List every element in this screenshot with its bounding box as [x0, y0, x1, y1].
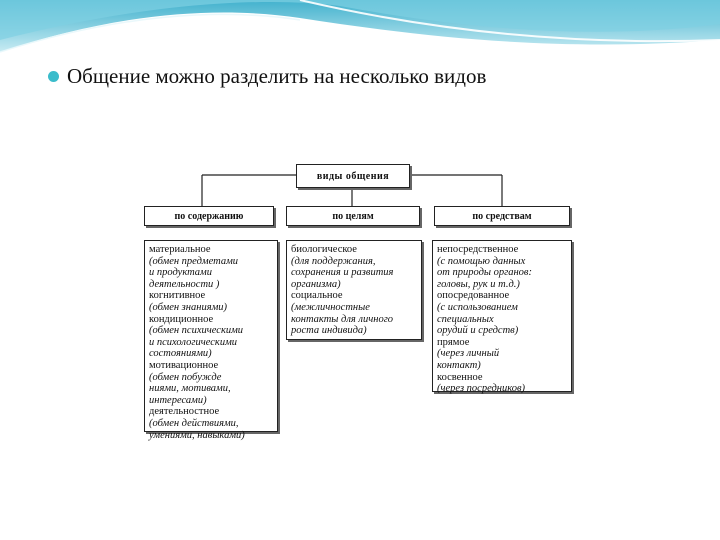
list-item: мотивационное	[149, 359, 219, 371]
list-item: (для поддержания,	[291, 255, 376, 267]
list-item: (с использованием	[437, 301, 518, 313]
list-item: (обмен действиями,	[149, 417, 239, 429]
list-item: от природы органов:	[437, 267, 532, 279]
bullet-item	[48, 64, 486, 89]
list-item: и психологическими	[149, 336, 238, 348]
list-item: контакты для личного	[291, 313, 394, 325]
list-item: орудий и средств)	[437, 325, 519, 337]
list-item: организма)	[291, 278, 341, 290]
list-item: умениями, навыками)	[149, 429, 245, 441]
category-label: по средствам	[472, 210, 532, 222]
types-of-communication-diagram	[140, 158, 576, 441]
diagram-title: виды общения	[316, 170, 390, 182]
category-by-content	[144, 206, 274, 226]
bullet-text: Общение можно разделить на несколько видов	[67, 64, 487, 88]
list-item: биологическое	[291, 244, 357, 255]
list-item: контакт)	[437, 359, 481, 371]
list-item: кондиционное	[149, 313, 214, 325]
bullet-dot-icon	[48, 71, 59, 82]
content-box-by-means	[432, 240, 572, 395]
list-item: деятельности )	[149, 278, 220, 290]
category-by-goals	[286, 206, 420, 226]
list-item: косвенное	[437, 371, 483, 383]
list-item: непосредственное	[437, 244, 519, 255]
list-item: роста индивида)	[291, 325, 367, 337]
list-item: прямое	[437, 336, 470, 348]
category-by-means	[434, 206, 570, 226]
list-item: (обмен знаниями)	[149, 301, 228, 313]
list-item: (через посредников)	[437, 383, 526, 395]
list-item: (межличностные	[291, 301, 370, 313]
category-label: по целям	[332, 210, 374, 222]
list-item: опосредованное	[437, 290, 510, 302]
list-item: деятельностное	[149, 406, 220, 418]
content-box-by-content	[144, 240, 278, 441]
list-item: состояниями)	[149, 348, 212, 360]
list-item: (с помощью данных	[437, 255, 526, 267]
list-item: интересами)	[149, 394, 207, 406]
category-label: по содержанию	[174, 210, 244, 222]
list-item: головы, рук и т.д.)	[437, 278, 520, 290]
list-item: и продуктами	[149, 267, 213, 279]
list-item: (обмен побужде	[149, 371, 222, 383]
content-box-by-goals	[286, 240, 422, 340]
diagram-title-box	[296, 164, 410, 188]
list-item: ниями, мотивами,	[149, 383, 231, 395]
list-item: (обмен психическими	[149, 325, 244, 337]
list-item: сохранения и развития	[291, 267, 394, 279]
list-item: специальных	[437, 313, 494, 325]
list-item: социальное	[291, 290, 343, 302]
list-item: материальное	[149, 244, 211, 255]
list-item: (через личный	[437, 348, 500, 360]
list-item: (обмен предметами	[149, 255, 239, 267]
list-item: когнитивное	[149, 290, 206, 302]
